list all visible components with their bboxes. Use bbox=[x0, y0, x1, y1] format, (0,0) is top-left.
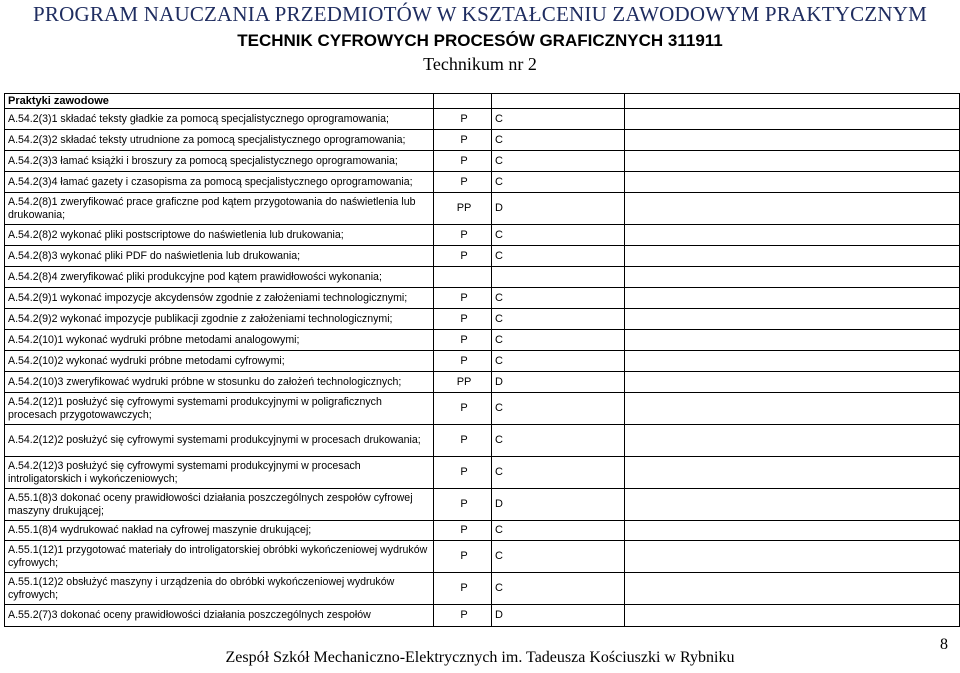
row-level: PP bbox=[434, 193, 492, 225]
row-category: C bbox=[492, 330, 625, 351]
row-text: A.54.2(10)2 wykonać wydruki próbne metodami cyfrowymi; bbox=[5, 351, 434, 372]
row-category: C bbox=[492, 351, 625, 372]
table-row bbox=[5, 151, 960, 172]
row-level: P bbox=[434, 425, 492, 457]
row-level: P bbox=[434, 225, 492, 246]
row-text: A.55.1(8)3 dokonać oceny prawidłowości działania poszczególnych zespołów cyfrowej maszyny drukującej; bbox=[5, 489, 434, 521]
row-category: C bbox=[492, 521, 625, 541]
row-text: A.54.2(12)3 posłużyć się cyfrowymi systemami produkcyjnymi w procesach introligatorskich i wykończeniowych; bbox=[5, 457, 434, 489]
row-level: P bbox=[434, 457, 492, 489]
table-header-row bbox=[5, 94, 960, 109]
row-text: A.55.2(7)3 dokonać oceny prawidłowości działania poszczególnych zespołów bbox=[5, 605, 434, 627]
row-level: P bbox=[434, 246, 492, 267]
row-level: P bbox=[434, 309, 492, 330]
row-level: P bbox=[434, 288, 492, 309]
table-row bbox=[5, 246, 960, 267]
table-row bbox=[5, 457, 960, 489]
table-row bbox=[5, 193, 960, 225]
table-row bbox=[5, 393, 960, 425]
row-category: C bbox=[492, 130, 625, 151]
table-row bbox=[5, 351, 960, 372]
row-text: A.54.2(3)1 składać teksty gładkie za pomocą specjalistycznego oprogramowania; bbox=[5, 109, 434, 130]
row-category: D bbox=[492, 193, 625, 225]
table-row bbox=[5, 372, 960, 393]
row-text: A.54.2(3)3 łamać książki i broszury za pomocą specjalistycznego oprogramowania; bbox=[5, 151, 434, 172]
row-text: A.55.1(12)1 przygotować materiały do introligatorskiej obróbki wykończeniowej wydruków cyfrowych; bbox=[5, 541, 434, 573]
row-level: P bbox=[434, 393, 492, 425]
row-category: C bbox=[492, 172, 625, 193]
row-category: D bbox=[492, 489, 625, 521]
row-text: A.54.2(3)2 składać teksty utrudnione za pomocą specjalistycznego oprogramowania; bbox=[5, 130, 434, 151]
row-text: A.54.2(10)3 zweryfikować wydruki próbne w stosunku do założeń technologicznych; bbox=[5, 372, 434, 393]
page-number: 8 bbox=[940, 636, 948, 653]
row-text: A.54.2(9)1 wykonać impozycje akcydensów zgodnie z założeniami technologicznymi; bbox=[5, 288, 434, 309]
row-level: P bbox=[434, 541, 492, 573]
table-row bbox=[5, 573, 960, 605]
row-category: C bbox=[492, 457, 625, 489]
row-text: A.54.2(3)4 łamać gazety i czasopisma za pomocą specjalistycznego oprogramowania; bbox=[5, 172, 434, 193]
row-text: A.54.2(8)3 wykonać pliki PDF do naświetlenia lub drukowania; bbox=[5, 246, 434, 267]
table-row bbox=[5, 225, 960, 246]
row-text: A.54.2(8)2 wykonać pliki postscriptowe do naświetlenia lub drukowania; bbox=[5, 225, 434, 246]
row-level: P bbox=[434, 351, 492, 372]
table-row bbox=[5, 130, 960, 151]
row-category: C bbox=[492, 573, 625, 605]
profession-title: TECHNIK CYFROWYCH PROCESÓW GRAFICZNYCH 311911 bbox=[237, 31, 723, 50]
row-level: P bbox=[434, 130, 492, 151]
row-level: P bbox=[434, 521, 492, 541]
table-row bbox=[5, 541, 960, 573]
row-level: P bbox=[434, 489, 492, 521]
row-category: C bbox=[492, 246, 625, 267]
row-text: A.55.1(12)2 obsłużyć maszyny i urządzenia do obróbki wykończeniowej wydruków cyfrowych; bbox=[5, 573, 434, 605]
row-category: C bbox=[492, 393, 625, 425]
row-text: A.55.1(8)4 wydrukować nakład na cyfrowej maszynie drukującej; bbox=[5, 521, 434, 541]
section-title: Praktyki zawodowe bbox=[5, 94, 434, 109]
table-row bbox=[5, 489, 960, 521]
table-row bbox=[5, 309, 960, 330]
row-level: P bbox=[434, 151, 492, 172]
row-level: P bbox=[434, 109, 492, 130]
row-level bbox=[434, 267, 492, 288]
table-row bbox=[5, 267, 960, 288]
row-category: C bbox=[492, 151, 625, 172]
page-footer: Zespół Szkół Mechaniczno-Elektrycznych im. Tadeusza Kościuszki w Rybniku bbox=[225, 649, 735, 666]
curriculum-table bbox=[4, 93, 960, 627]
row-category: C bbox=[492, 541, 625, 573]
row-level: P bbox=[434, 573, 492, 605]
row-category: C bbox=[492, 425, 625, 457]
row-category: C bbox=[492, 309, 625, 330]
row-category: D bbox=[492, 372, 625, 393]
row-level: P bbox=[434, 172, 492, 193]
row-category bbox=[492, 267, 625, 288]
table-row bbox=[5, 172, 960, 193]
row-text: A.54.2(8)1 zweryfikować prace graficzne pod kątem przygotowania do naświetlenia lub drukowania; bbox=[5, 193, 434, 225]
document-title: PROGRAM NAUCZANIA PRZEDMIOTÓW W KSZTAŁCENIU ZAWODOWYM PRAKTYCZNYM bbox=[33, 2, 927, 26]
table-row bbox=[5, 605, 960, 627]
row-text: A.54.2(12)2 posłużyć się cyfrowymi systemami produkcyjnymi w procesach drukowania; bbox=[5, 425, 434, 457]
table-row bbox=[5, 288, 960, 309]
table-row bbox=[5, 330, 960, 351]
table-row bbox=[5, 425, 960, 457]
row-text: A.54.2(10)1 wykonać wydruki próbne metodami analogowymi; bbox=[5, 330, 434, 351]
row-level: P bbox=[434, 605, 492, 627]
row-text: A.54.2(12)1 posłużyć się cyfrowymi systemami produkcyjnymi w poligraficznych procesach przygotowawczych; bbox=[5, 393, 434, 425]
row-category: D bbox=[492, 605, 625, 627]
row-text: A.54.2(8)4 zweryfikować pliki produkcyjne pod kątem prawidłowości wykonania; bbox=[5, 267, 434, 288]
row-level: PP bbox=[434, 372, 492, 393]
table-row bbox=[5, 521, 960, 541]
row-category: C bbox=[492, 288, 625, 309]
row-level: P bbox=[434, 330, 492, 351]
school-name: Technikum nr 2 bbox=[423, 54, 537, 74]
row-text: A.54.2(9)2 wykonać impozycje publikacji zgodnie z założeniami technologicznymi; bbox=[5, 309, 434, 330]
table-row bbox=[5, 109, 960, 130]
row-category: C bbox=[492, 225, 625, 246]
row-category: C bbox=[492, 109, 625, 130]
